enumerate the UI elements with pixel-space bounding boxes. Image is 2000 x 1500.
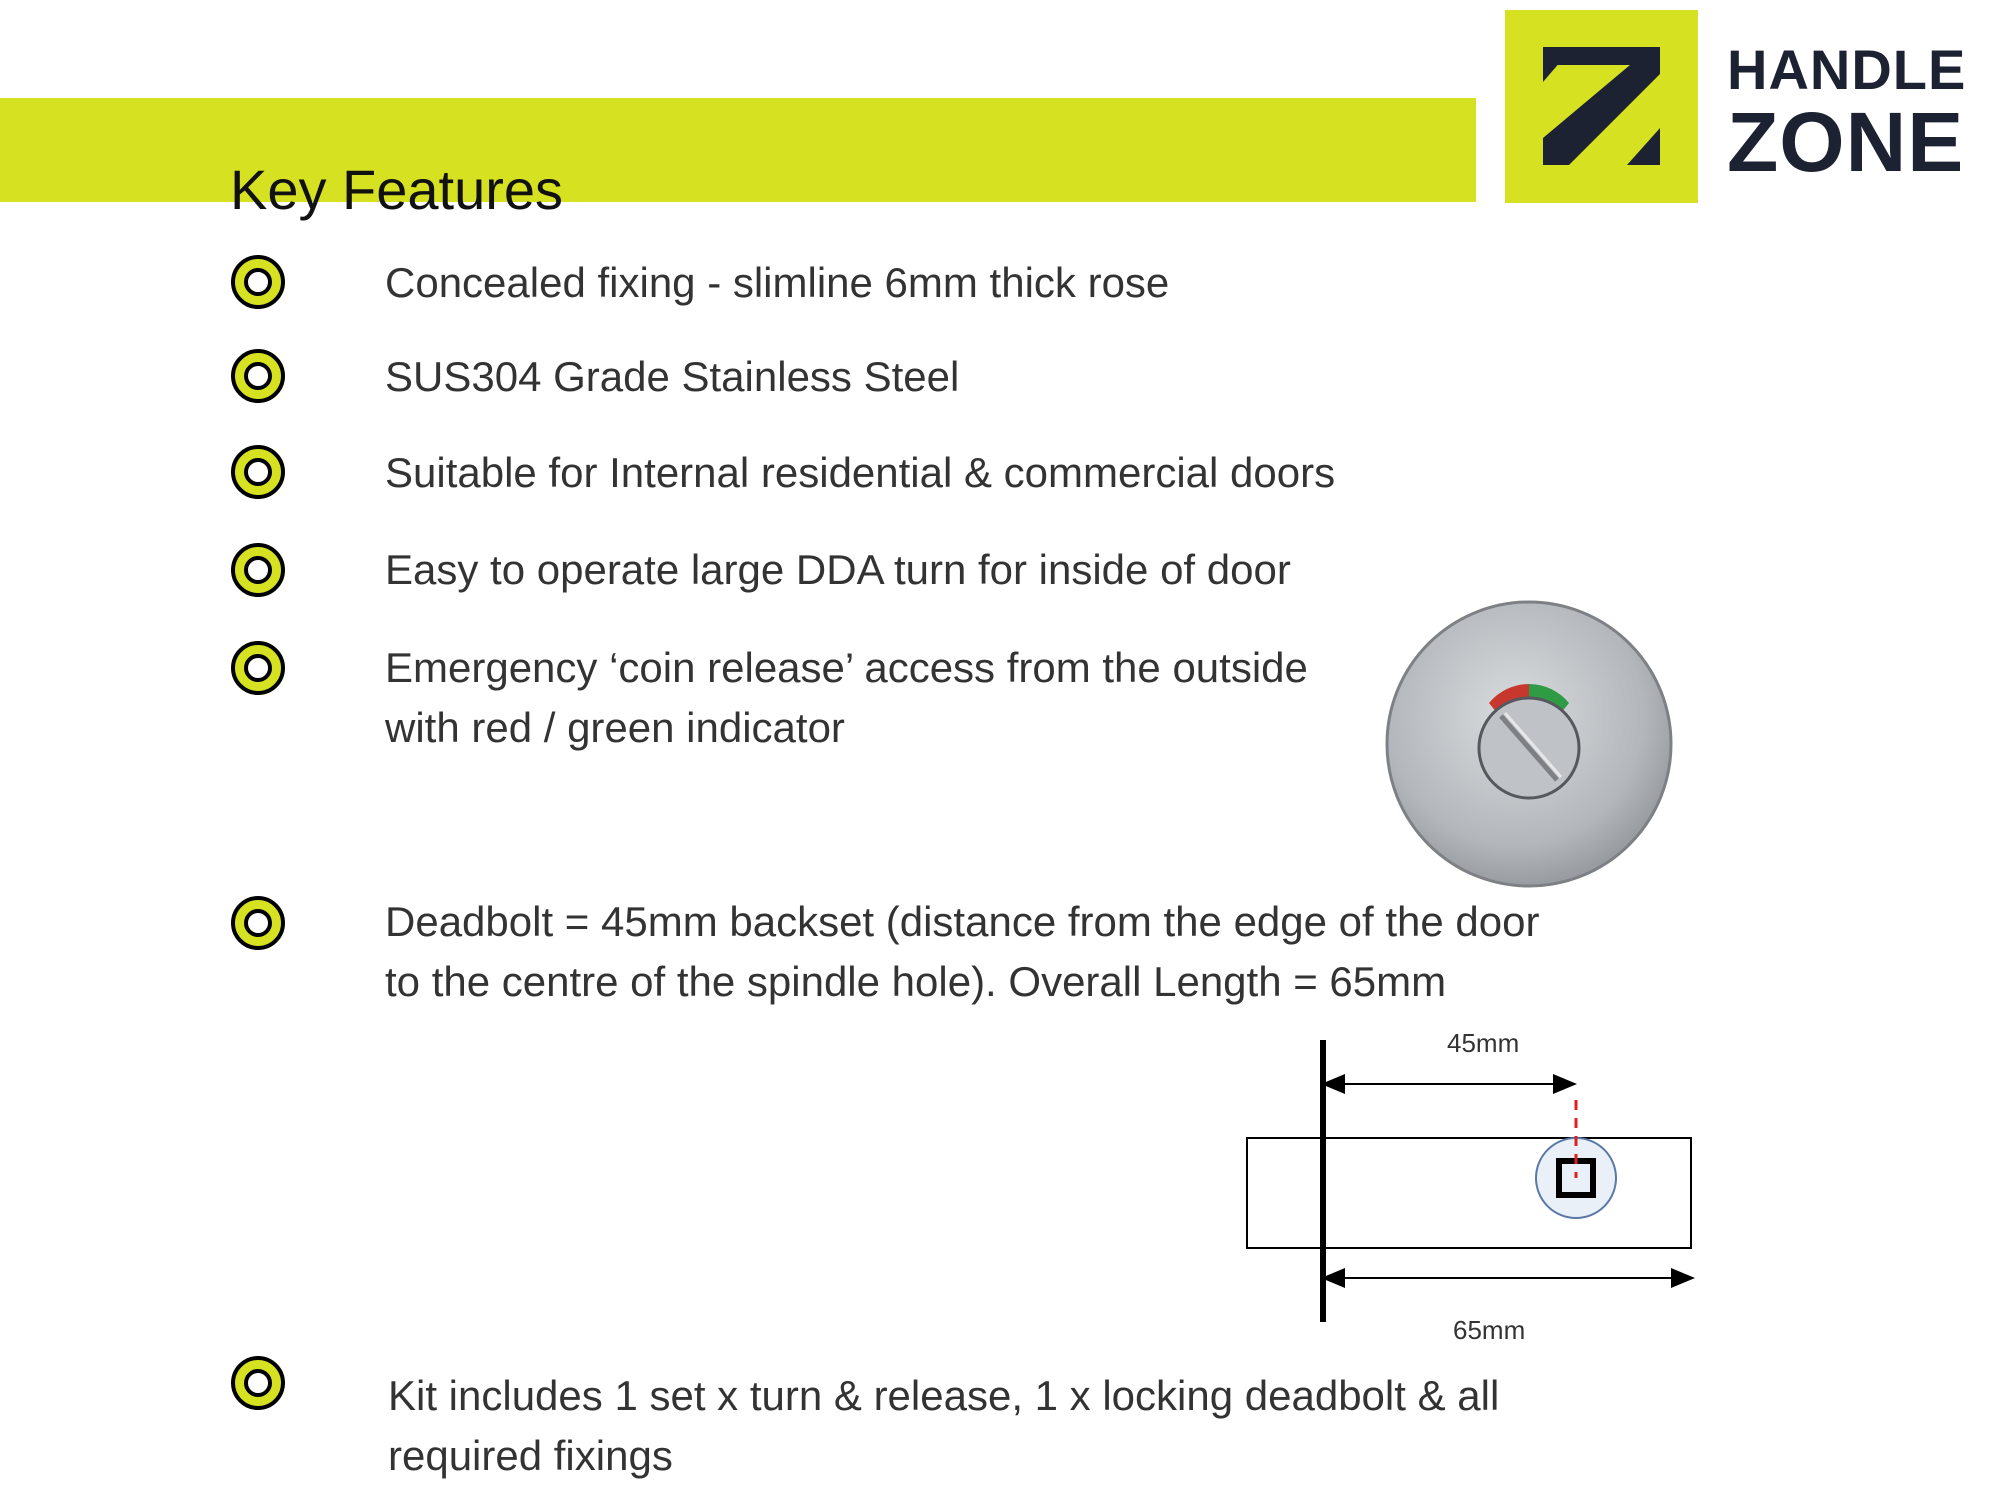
logo-wordmark xyxy=(1727,38,1967,189)
feature-item xyxy=(385,347,959,407)
feature-item xyxy=(385,443,1335,503)
logo-mark-icon xyxy=(1505,10,1698,203)
backset-dimension-label: 45mm xyxy=(1447,1030,1520,1058)
handle-zone-logo xyxy=(1505,10,1980,203)
feature-line: Concealed fixing - slimline 6mm thick rose xyxy=(385,259,1170,306)
yellow-ring-bullet-icon xyxy=(230,254,286,310)
header-band xyxy=(0,98,1476,202)
feature-line: Easy to operate large DDA turn for inside of door xyxy=(385,546,1291,593)
feature-line: required fixings xyxy=(388,1432,673,1479)
yellow-ring-bullet-icon xyxy=(230,640,286,696)
yellow-ring-bullet-icon xyxy=(230,1355,286,1411)
feature-item xyxy=(388,1366,1499,1486)
thumbturn-release-image xyxy=(1383,598,1675,890)
deadbolt-body xyxy=(1247,1138,1691,1248)
feature-line: Kit includes 1 set x turn & release, 1 x locking deadbolt & all xyxy=(388,1372,1500,1419)
feature-item xyxy=(385,540,1291,600)
logo-wordmark-line2: ZONE xyxy=(1727,95,1965,189)
yellow-ring-bullet-icon xyxy=(230,895,286,951)
yellow-ring-bullet-icon xyxy=(230,444,286,500)
feature-item xyxy=(385,892,1540,1012)
yellow-ring-bullet-icon xyxy=(230,542,286,598)
feature-line: with red / green indicator xyxy=(385,704,845,751)
logo-wordmark-line1: HANDLE xyxy=(1727,38,1967,101)
yellow-ring-bullet-icon xyxy=(230,348,286,404)
feature-line: Suitable for Internal residential & commercial doors xyxy=(385,449,1336,496)
feature-line: SUS304 Grade Stainless Steel xyxy=(385,353,960,400)
feature-item xyxy=(385,638,1308,758)
overall-length-label: 65mm xyxy=(1453,1315,1526,1345)
page-title: Key Features xyxy=(230,157,564,221)
feature-item xyxy=(385,253,1169,313)
feature-line: Emergency ‘coin release’ access from the outside xyxy=(385,644,1308,691)
feature-line: to the centre of the spindle hole). Overall Length = 65mm xyxy=(385,958,1447,1005)
feature-line: Deadbolt = 45mm backset (distance from the edge of the door xyxy=(385,898,1540,945)
deadbolt-dimension-diagram xyxy=(1235,1030,1705,1345)
